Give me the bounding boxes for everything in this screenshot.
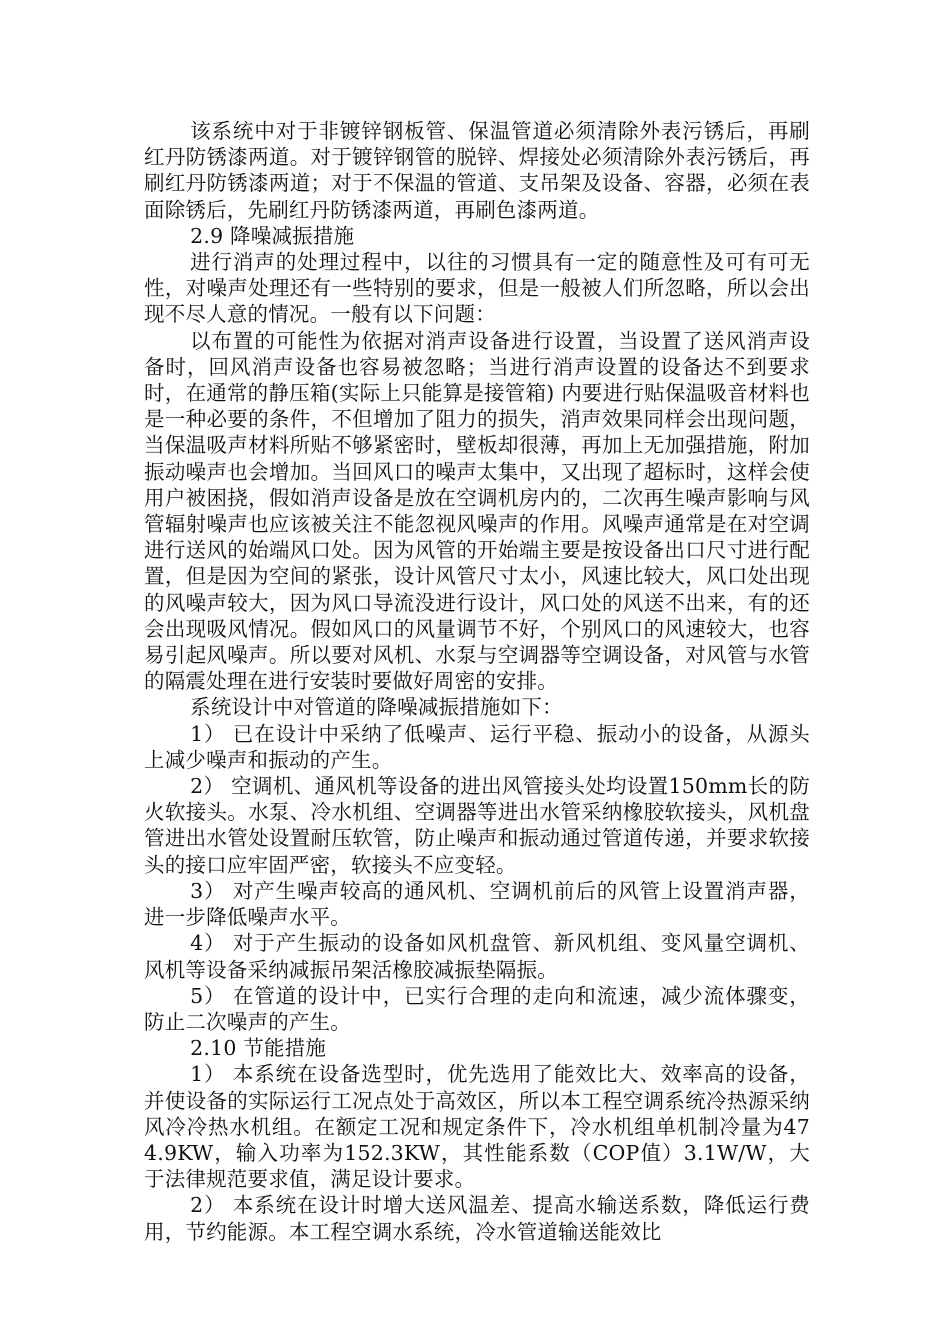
list-item-measure-1: 1） 已在设计中采纳了低噪声、运行平稳、振动小的设备，从源头上减少噪声和振动的产生。 [144,721,810,772]
list-item-energy-1: 1） 本系统在设备选型时，优先选用了能效比大、效率高的设备，并使设备的实际运行工况点处于高效区，所以本工程空调系统冷热源采纳风冷冷热水机组。在额定工况和规定条件下，冷水机组单机制冷量为474.9KW，输入功率为152.3KW，其性能系数（COP值）3.1W/W，大于法律规范要求值，满足设计要求。 [144,1062,810,1192]
document-page [144,118,810,1245]
paragraph-noise-intro: 进行消声的处理过程中，以往的习惯具有一定的随意性及可有可无性，对噪声处理还有一些特别的要求，但是一般被人们所忽略，所以会出现不尽人意的情况。一般有以下问题： [144,250,810,327]
list-item-measure-4: 4） 对于产生振动的设备如风机盘管、新风机组、变风量空调机、风机等设备采纳减振吊架活橡胶减振垫隔振。 [144,931,810,982]
section-heading-2-9: 2.9 降噪减振措施 [190,223,355,248]
section-heading-2-10: 2.10 节能措施 [190,1036,327,1061]
list-item-measure-5: 5） 在管道的设计中，已实行合理的走向和流速，减少流体骤变，防止二次噪声的产生。 [144,983,810,1034]
list-item-measure-2: 2） 空调机、通风机等设备的进出风管接头处均设置150mm长的防火软接头。水泵、冷水机组、空调器等进出水管采纳橡胶软接头，风机盘管进出水管处设置耐压软管，防止噪声和振动通过管道传递，并要求软接头的接口应牢固严密，软接头不应变轻。 [144,774,810,877]
list-item-measure-3: 3） 对产生噪声较高的通风机、空调机前后的风管上设置消声器，进一步降低噪声水平。 [144,878,810,930]
paragraph-measures-intro: 系统设计中对管道的降噪减振措施如下： [190,695,563,720]
list-item-energy-2: 2） 本系统在设计时增大送风温差、提高水输送系数，降低运行费用，节约能源。本工程空调水系统，冷水管道输送能效比 [144,1193,810,1244]
paragraph-rust-protection: 该系统中对于非镀锌钢板管、保温管道必须清除外表污锈后，再刷红丹防锈漆两道。对于镀锌钢管的脱锌、焊接处必须清除外表污锈后，再刷红丹防锈漆两道；对于不保温的管道、支吊架及设备、容器，必须在表面除锈后，先刷红丹防锈漆两道，再刷色漆两道。 [144,119,810,222]
paragraph-noise-problems: 以布置的可能性为依据对消声设备进行设置，当设置了送风消声设备时，回风消声设备也容易被忽略；当进行消声设置的设备达不到要求时，在通常的静压箱(实际上只能算是接管箱) 内要进行贴保温吸音材料也是一种必要的条件，不但增加了阻力的损失，消声效果同样会出现问题，当保温吸声材料所贴不够紧密时，壁板却很薄，再加上无加强措施，附加振动噪声也会增加。当回风口的噪声太集中，又出现了超标时，这样会使用户被困挠，假如消声设备是放在空调机房内的，二次再生噪声影响与风管辐射噪声也应该被关注不能忽视风噪声的作用。风噪声通常是在对空调进行送风的始端风口处。因为风管的开始端主要是按设备出口尺寸进行配置，但是因为空间的紧张，设计风管尺寸太小，风速比较大，风口处出现的风噪声较大，因为风口导流没进行设计，风口处的风送不出来，有的还会出现吸风情况。假如风口的风量调节不好，个别风口的风速较大，也容易引起风噪声。所以要对风机、水泵与空调器等空调设备，对风管与水管的隔震处理在进行安装时要做好周密的安排。 [144,328,810,694]
